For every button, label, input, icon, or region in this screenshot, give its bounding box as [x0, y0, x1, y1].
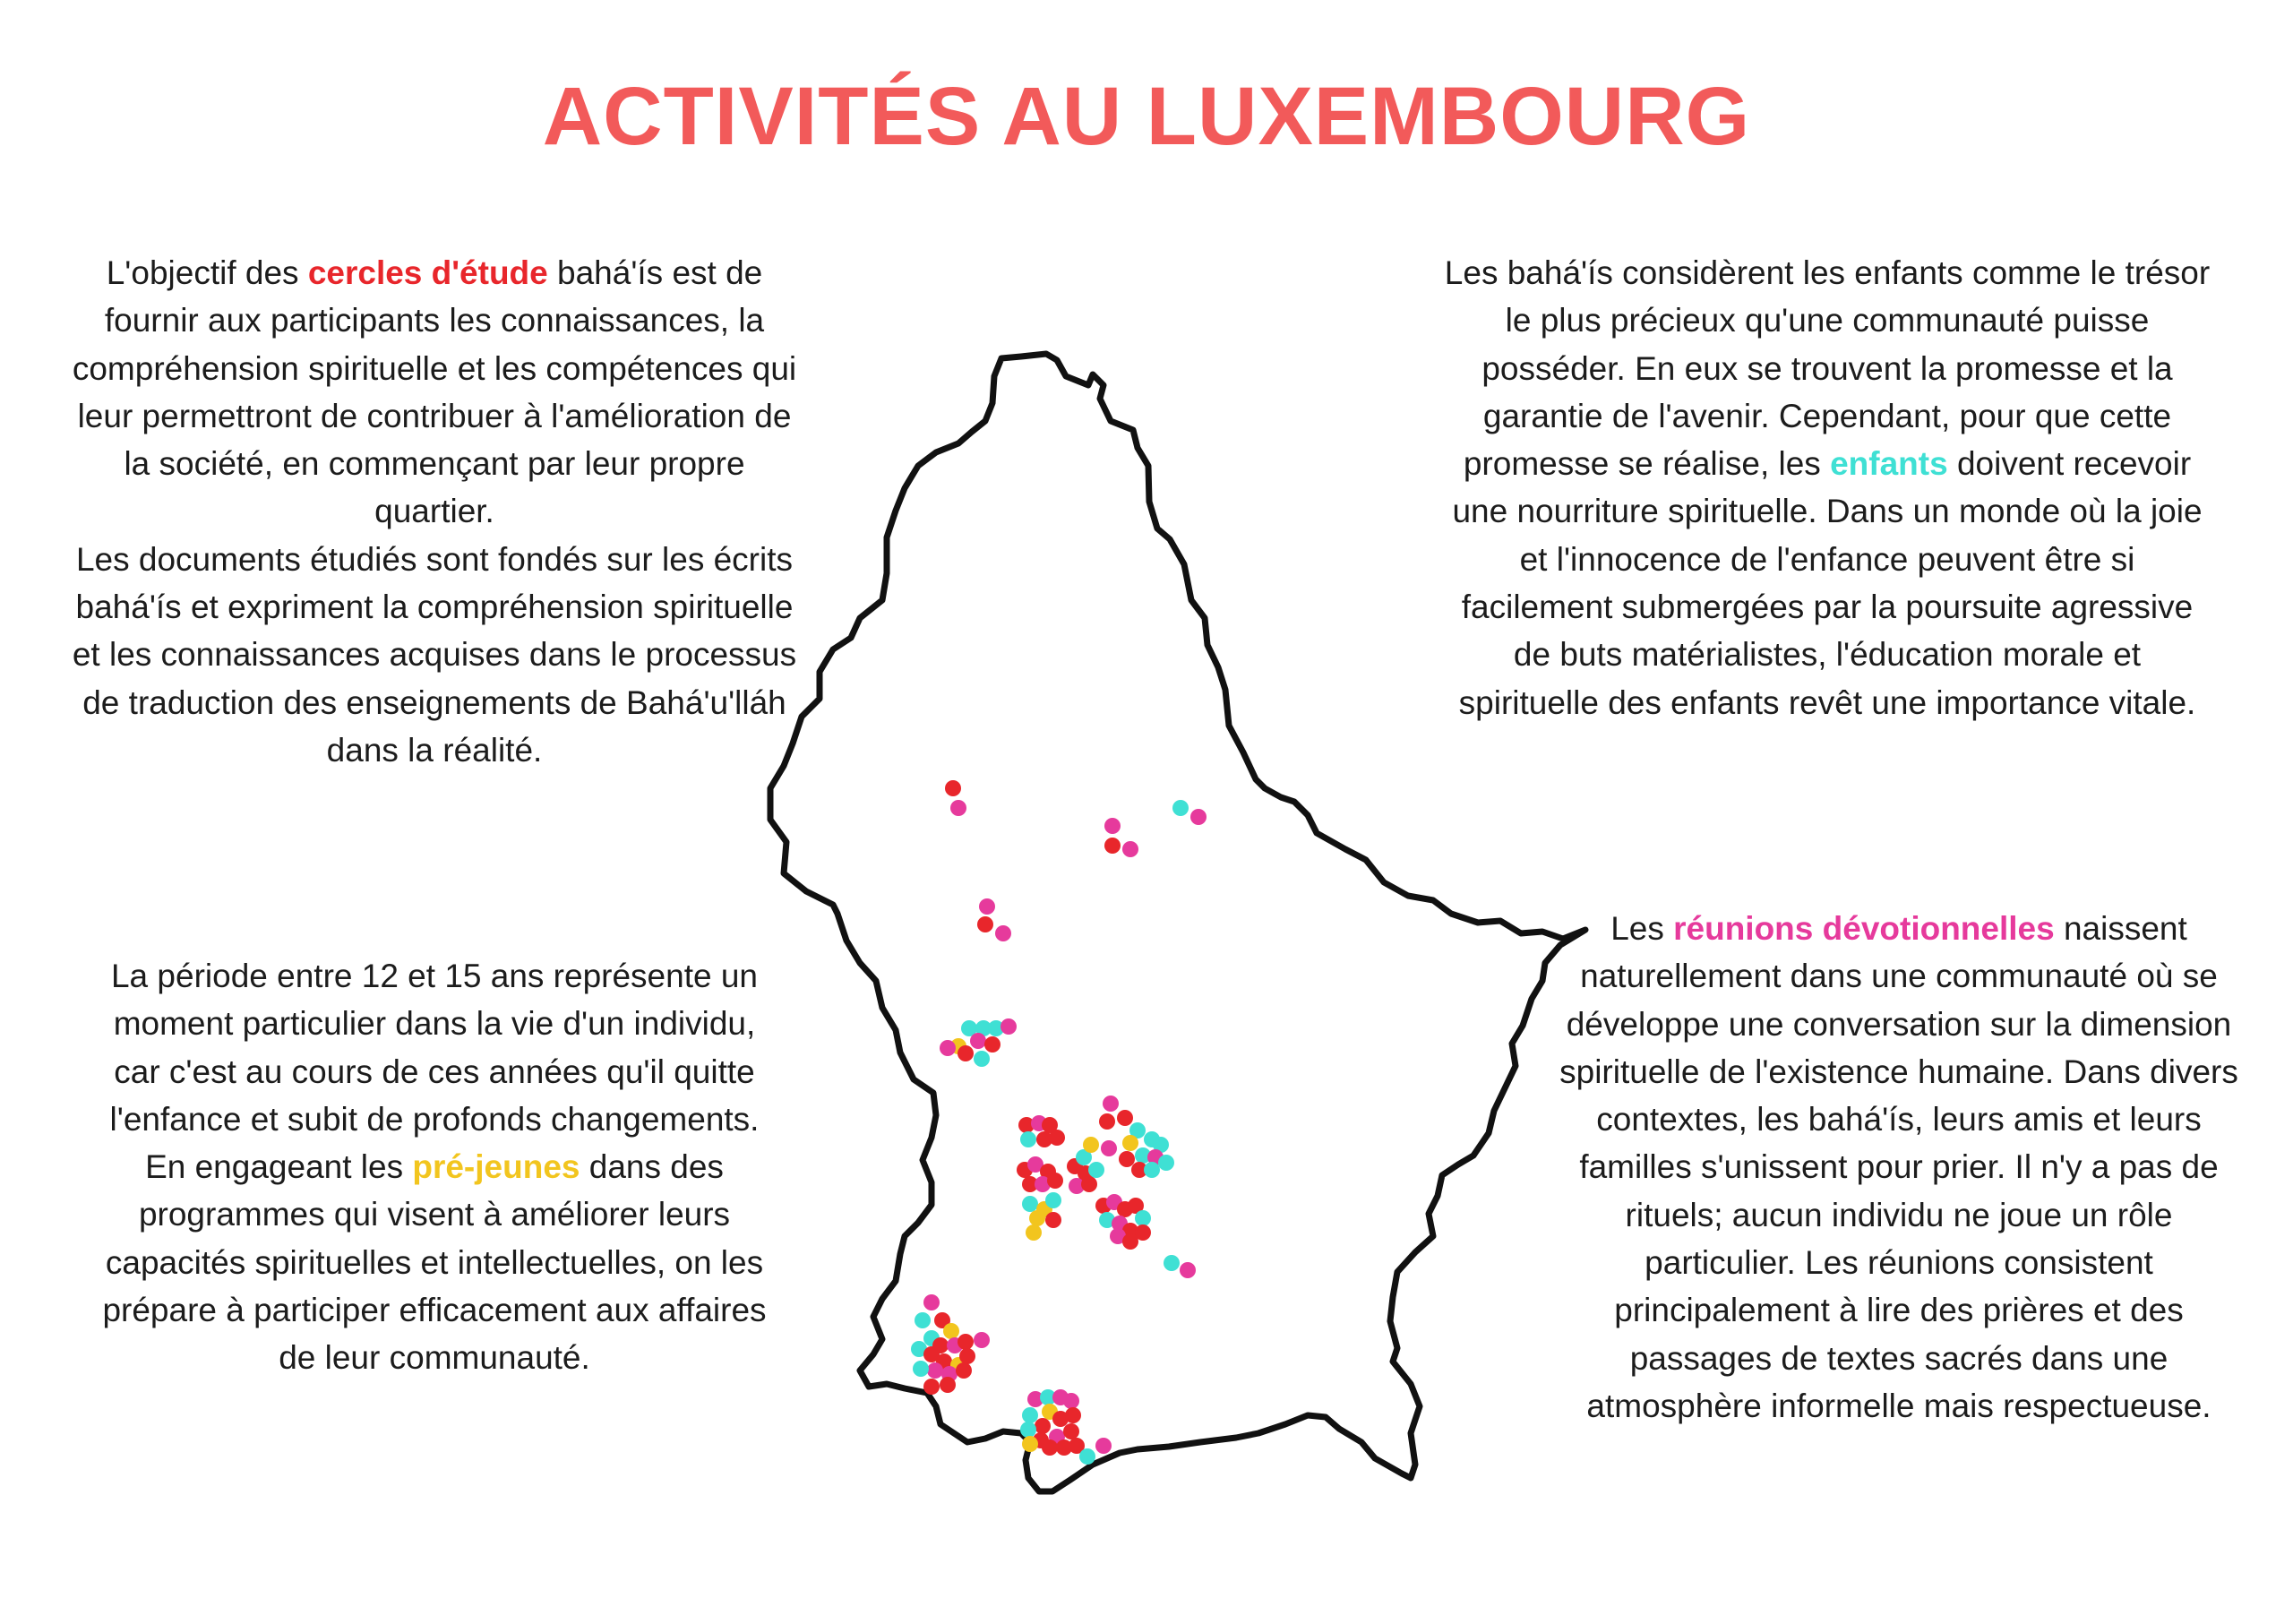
activity-dot [1036, 1131, 1052, 1147]
activity-dot [1056, 1439, 1072, 1456]
activity-dot [1018, 1117, 1035, 1133]
activity-dot [1110, 1228, 1126, 1244]
activity-dot [1017, 1162, 1033, 1178]
activity-dot [943, 1323, 959, 1339]
activity-dot [950, 800, 966, 816]
activity-dot [959, 1348, 975, 1364]
children-text-before: Les bahá'ís considèrent les enfants comme le trésor le plus précieux qu'une communauté puisse posséder. En eux se trouvent la promesse et la garantie de l'avenir. Cependant, pour que cette promesse se réalise, les [1444, 254, 2211, 483]
activity-dot [974, 1051, 990, 1067]
activity-dot [1052, 1411, 1069, 1427]
activity-dot [1144, 1162, 1160, 1178]
activity-dot [1020, 1422, 1036, 1438]
activity-dot [1027, 1156, 1043, 1173]
activity-dot [1128, 1198, 1144, 1214]
activity-dot [1029, 1210, 1045, 1226]
activity-dot [1001, 1018, 1017, 1035]
activity-dot [940, 1040, 956, 1056]
activity-dot [1131, 1162, 1147, 1178]
activity-dot [1079, 1448, 1095, 1465]
activity-dot [1172, 800, 1189, 816]
activity-dot [945, 780, 961, 796]
activity-dot [1153, 1137, 1169, 1153]
activity-dot [1088, 1162, 1104, 1178]
activity-dot [1042, 1404, 1058, 1420]
activity-dot [1099, 1212, 1115, 1228]
activity-dot [1104, 818, 1121, 834]
activity-dot [1045, 1192, 1061, 1208]
activity-dot [915, 1312, 931, 1328]
activity-dot [941, 1366, 958, 1382]
activity-dot [932, 1337, 949, 1353]
activity-dot [1063, 1393, 1079, 1409]
study-circles-text-line3: dans la réalité. [326, 731, 543, 769]
activity-dot [950, 1357, 966, 1373]
activity-dot [940, 1377, 956, 1393]
activity-dot [913, 1361, 929, 1377]
activity-dot [1049, 1130, 1065, 1146]
activity-dot [1129, 1122, 1146, 1139]
activity-dot [1065, 1407, 1081, 1423]
activity-dot [1069, 1438, 1085, 1454]
activity-dot [1135, 1224, 1151, 1241]
activity-dot [1095, 1438, 1112, 1454]
activity-dot [1135, 1147, 1151, 1164]
activity-dot [1122, 1135, 1138, 1151]
activity-dot [1040, 1389, 1056, 1405]
activity-dot [1190, 809, 1207, 825]
children-classes-text [1442, 249, 2212, 726]
activity-dot [950, 1038, 966, 1054]
activity-dot [1104, 838, 1121, 854]
junior-youth-text-before: La période entre 12 et 15 ans représente un moment particulier dans la vie d'un individu, car c'est au cours de ces années qu'il quitte l'enfance et subit de profonds changements. En engageant les [109, 958, 760, 1186]
activity-dot [1119, 1151, 1135, 1167]
activity-dot [1135, 1210, 1151, 1226]
activity-dot [1022, 1196, 1038, 1212]
activity-dot [1103, 1096, 1119, 1112]
activity-dot [1122, 841, 1138, 857]
junior-youth-text-after: dans des programmes qui visent à améliorer leurs capacités spirituelles et intellectuelles, on les prépare à participer efficacement aux affaires de leur communauté. [102, 1148, 767, 1377]
activity-dot [958, 1045, 974, 1061]
activity-dot [1022, 1407, 1038, 1423]
junior-youth-text [99, 952, 770, 1382]
activity-dot [1069, 1178, 1085, 1194]
activity-dot [1147, 1149, 1164, 1165]
activity-dot [1045, 1212, 1061, 1228]
activity-dot [974, 1332, 990, 1348]
activity-dot [1035, 1418, 1051, 1434]
activity-dot [977, 916, 993, 932]
activity-dot [958, 1334, 974, 1350]
devotional-text-before: Les [1610, 910, 1674, 947]
activity-dot [1036, 1201, 1052, 1217]
devotional-text-after: naissent naturellement dans une communauté où se développe une conversation sur la dimension spirituelle de l'existence humaine. Dans divers contextes, les bahá'ís, leurs amis et leurs familles s'unissent pour prier. Il n'y a pas de rituels; aucun individu ne joue un rôle particulier. Les réunions consistent principalement à lire des prières et des passages de textes sacrés dans une atmosphère informelle mais respectueuse. [1559, 910, 2238, 1424]
activity-dot [923, 1330, 940, 1346]
activity-dot [1101, 1140, 1117, 1156]
activity-dot [923, 1294, 940, 1310]
devotional-keyword: réunions dévotionnelles [1673, 910, 2055, 947]
activity-dot [1067, 1158, 1083, 1174]
activity-dot [947, 1337, 963, 1353]
activity-dot [975, 1020, 992, 1036]
activity-dot [1083, 1137, 1099, 1153]
activity-dot [1042, 1117, 1058, 1133]
activity-dot [1158, 1155, 1174, 1171]
activity-dot [1047, 1173, 1063, 1189]
activity-dots [911, 780, 1207, 1465]
study-circles-text [63, 249, 806, 774]
devotional-meetings-text [1559, 905, 2239, 1430]
activity-dot [1095, 1198, 1112, 1214]
activity-dot [961, 1020, 977, 1036]
activity-dot [1076, 1149, 1092, 1165]
activity-dot [923, 1346, 940, 1362]
activity-dot [1031, 1115, 1047, 1131]
activity-dot [1022, 1176, 1038, 1192]
activity-dot [1180, 1262, 1196, 1278]
activity-dot [1122, 1233, 1138, 1250]
activity-dot [1164, 1255, 1180, 1271]
activity-dot [1049, 1429, 1065, 1445]
activity-dot [1026, 1224, 1042, 1241]
activity-dot [1063, 1423, 1079, 1439]
study-circles-keyword: cercles d'étude [307, 254, 548, 291]
activity-dot [1144, 1131, 1160, 1147]
activity-dot [970, 1033, 986, 1049]
junior-youth-keyword: pré-jeunes [412, 1148, 580, 1186]
activity-dot [984, 1036, 1001, 1053]
activity-dot [1027, 1391, 1043, 1407]
activity-dot [979, 898, 995, 915]
activity-dot [1022, 1436, 1038, 1452]
activity-dot [1112, 1216, 1128, 1232]
activity-dot [1122, 1223, 1138, 1239]
activity-dot [988, 1020, 1004, 1036]
activity-dot [1117, 1201, 1133, 1217]
activity-dot [1052, 1389, 1069, 1405]
activity-dot [927, 1362, 943, 1379]
activity-dot [995, 925, 1011, 941]
study-circles-text-line2: Les documents étudiés sont fondés sur les écrits bahá'ís et expriment la compréhension spirituelle et les connaissances acquises dans le processus de traduction des enseignements de Bahá'u'lláh [72, 540, 797, 721]
activity-dot [1078, 1165, 1094, 1181]
activity-dot [1106, 1194, 1122, 1210]
children-text-after: doivent recevoir une nourriture spirituelle. Dans un monde où la joie et l'innocence de l'enfance peuvent être si facilement submergées par la poursuite agressive de buts matérialistes, l'éducation morale et spirituelle des enfants revêt une importance vitale. [1452, 445, 2203, 721]
activity-dot [1042, 1439, 1058, 1456]
activity-dot [936, 1353, 952, 1370]
study-circles-text-after: bahá'ís est de fournir aux participants les connaissances, la compréhension spirituelle et les compétences qui leur permettront de contribuer à l'amélioration de la société, en commençant par leur propre quartier. [72, 254, 797, 530]
activity-dot [1033, 1432, 1049, 1448]
activity-dot [1020, 1131, 1036, 1147]
activity-dot [1081, 1176, 1097, 1192]
activity-dot [934, 1312, 950, 1328]
activity-dot [911, 1341, 927, 1357]
activity-dot [923, 1379, 940, 1395]
study-circles-text-before: L'objectif des [106, 254, 308, 291]
children-keyword: enfants [1830, 445, 1948, 483]
activity-dot [1117, 1110, 1133, 1126]
activity-dot [1099, 1113, 1115, 1130]
activity-dot [1035, 1176, 1051, 1192]
page-title: ACTIVITÉS AU LUXEMBOURG [542, 71, 1751, 162]
activity-dot [956, 1362, 972, 1379]
activity-dot [1040, 1164, 1056, 1180]
